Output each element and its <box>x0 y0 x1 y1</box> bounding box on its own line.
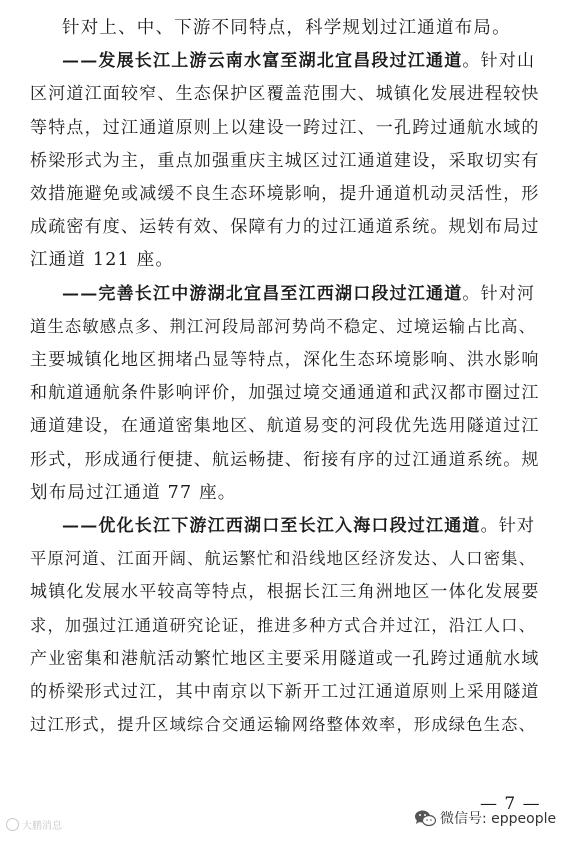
line-text: 桥梁形式为主，重点加强重庆主城区过江通道建设，采取切实有 <box>30 150 540 171</box>
line-text: 针对上、中、下游不同特点，科学规划过江通道布局。 <box>62 18 511 38</box>
line-text: 平原河道、江面开阔、航运繁忙和沿线地区经济发达、人口密集、 <box>30 549 537 569</box>
text-line <box>30 216 540 238</box>
text-line <box>30 316 540 338</box>
line-text: 主要城镇化地区拥堵凸显等特点，深化生态环境影响、洪水影响 <box>30 350 540 370</box>
text-line <box>30 150 540 172</box>
text-line <box>62 17 540 39</box>
line-text: 过江形式，提升区域综合交通运输网络整体效率，形成绿色生态、 <box>30 715 537 735</box>
line-text: 。针对 <box>480 516 536 536</box>
line-text: 通道建设，在通道密集地区、航道易变的河段优先选用隧道过江 <box>30 416 540 437</box>
text-line <box>30 415 540 437</box>
line-text: 。针对河 <box>462 283 536 304</box>
text-line <box>30 581 540 603</box>
line-text: 。针对山 <box>462 51 536 72</box>
line-text: 江通道 121 座。 <box>30 250 175 271</box>
line-text: 等特点，过江通道原则上以建设一跨过江、一孔跨过通航水域的 <box>30 117 540 138</box>
line-text: 区河道江面较窄、生态保护区覆盖范围大、城镇化发展进程较快 <box>30 84 540 105</box>
section-line <box>62 283 540 305</box>
text-line <box>30 648 540 670</box>
line-text: 成疏密有度、运转有效、保障有力的过江通道系统。规划布局过 <box>30 217 540 238</box>
watermark-logo <box>6 818 62 834</box>
text-line <box>30 183 540 205</box>
text-line <box>30 714 540 736</box>
section-line <box>62 515 540 537</box>
text-line <box>30 349 540 371</box>
text-line <box>30 548 540 570</box>
line-text: 划布局过江通道 77 座。 <box>30 482 237 503</box>
line-text: 效措施避免或减缓不良生态环境影响，提升通道机动灵活性，形 <box>30 184 540 204</box>
line-text: 和航道通航条件影响评价，加强过境交通通道和武汉都市圈过江 <box>30 383 540 404</box>
line-text: 的桥梁形式过江，其中南京以下新开工过江通道原则上采用隧道 <box>30 682 540 702</box>
section-heading: ——优化长江下游江西湖口至长江入海口段过江通道 <box>62 516 481 536</box>
watermark-icon <box>6 818 19 831</box>
line-text: 形式，形成通行便捷、航运畅捷、衔接有序的过江通道系统。规 <box>30 449 540 470</box>
text-line <box>30 382 540 404</box>
page-number: — 7 — <box>480 794 541 814</box>
text-line <box>30 249 540 271</box>
text-line <box>30 449 540 471</box>
text-line <box>30 117 540 139</box>
section-line <box>62 50 540 72</box>
section-heading: ——完善长江中游湖北宜昌至江西湖口段过江通道 <box>62 283 463 304</box>
line-text: 求，加强过江通道研究论证，推进多种方式合并过江，沿江人口、 <box>30 615 537 635</box>
line-text: 道生态敏感点多、荆江河段局部河势尚不稳定、过境运输占比高、 <box>30 316 537 336</box>
wechat-id <box>414 808 556 828</box>
text-line <box>30 83 540 105</box>
wechat-icon <box>414 809 436 827</box>
wechat-label: 微信号: eppeople <box>440 811 557 827</box>
text-line <box>30 615 540 637</box>
line-text: 产业密集和港航活动繁忙地区主要采用隧道或一孔跨过通航水域 <box>30 648 540 669</box>
section-heading: ——发展长江上游云南水富至湖北宜昌段过江通道 <box>62 51 463 72</box>
watermark-text: 大鹏消息 <box>22 821 62 832</box>
line-text: 城镇化发展水平较高等特点，根据长江三角洲地区一体化发展要 <box>30 582 540 603</box>
text-line <box>30 482 540 504</box>
text-line <box>30 681 540 703</box>
